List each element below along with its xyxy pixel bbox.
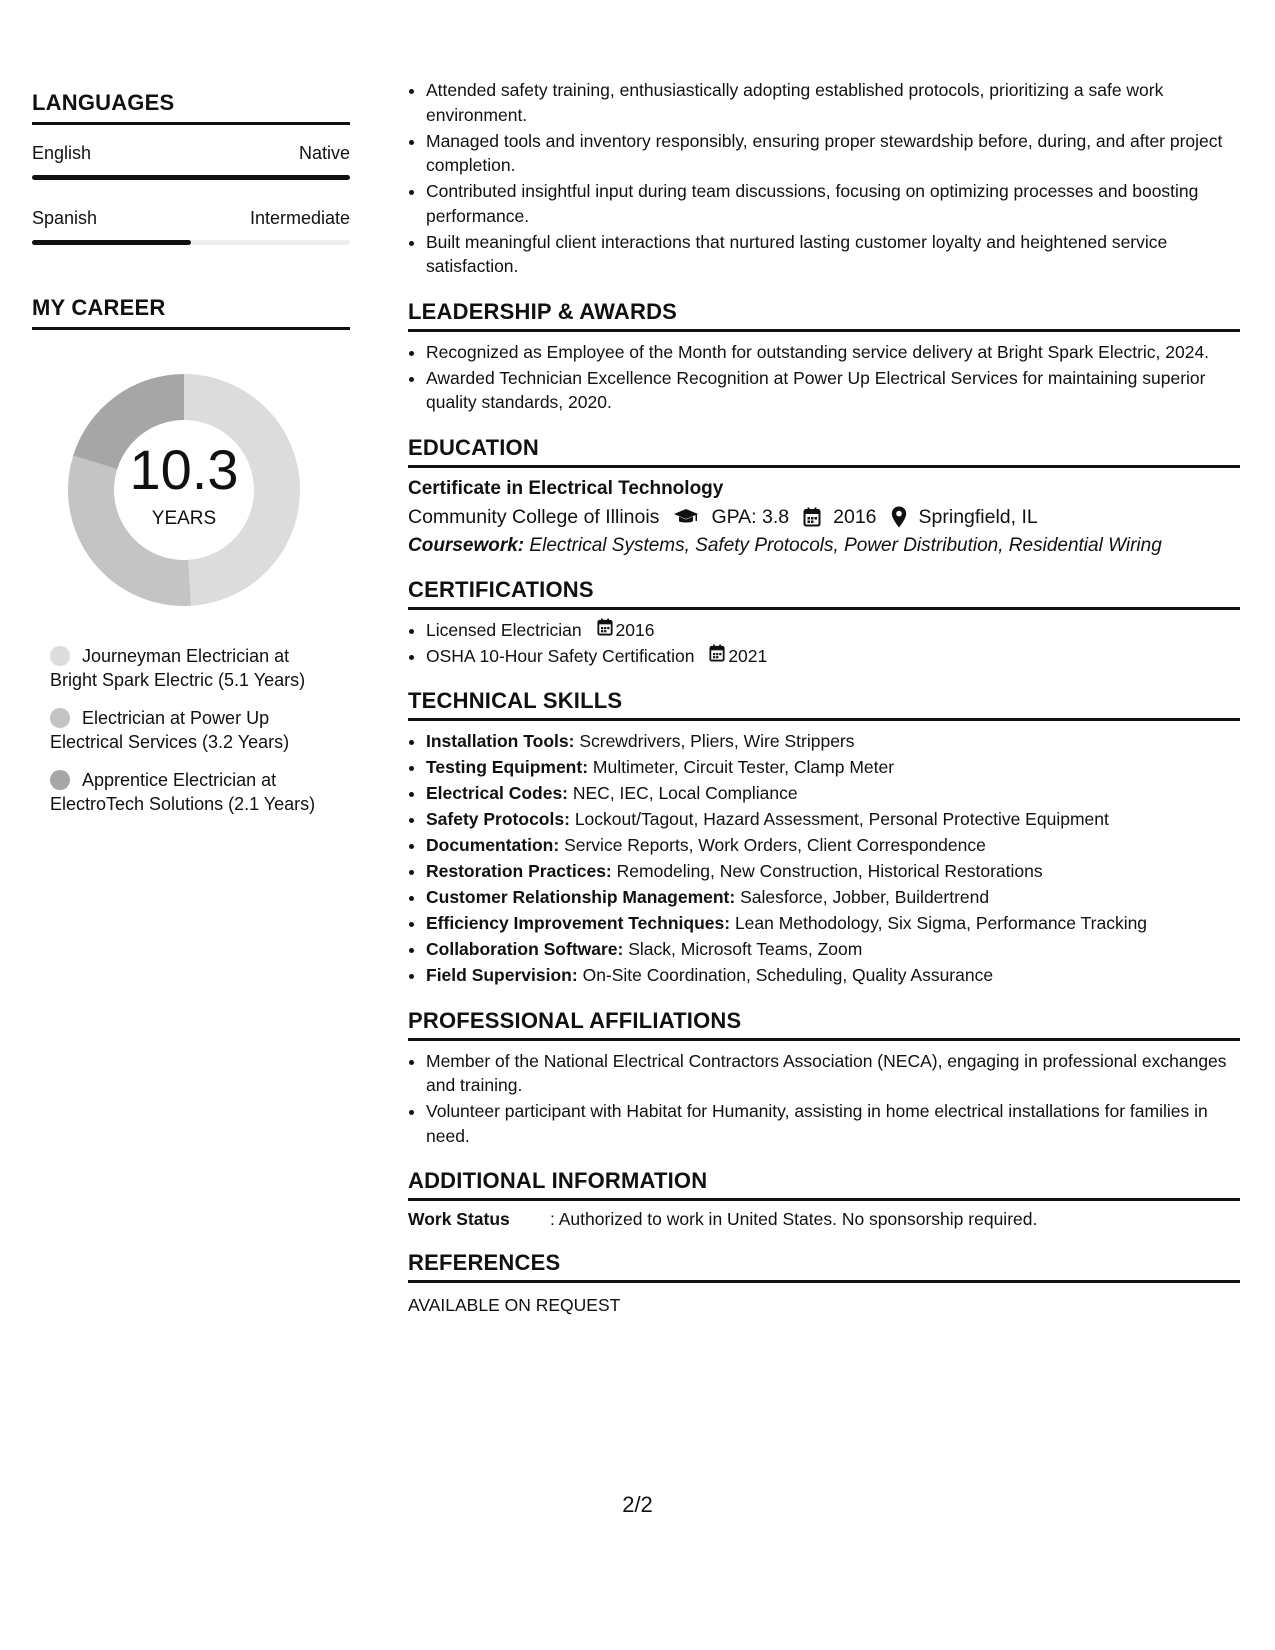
language-name: Spanish — [32, 208, 98, 228]
certification-item — [426, 644, 1240, 669]
skill-item — [426, 755, 1240, 780]
skill-values: On-Site Coordination, Scheduling, Quality Assurance — [582, 965, 994, 985]
award-item: • Awarded Technician Excellence Recognition at Power Up Electrical Services for maintaining superior quality standards, 2020. — [426, 366, 1240, 415]
languages-section — [32, 90, 350, 245]
skill-category: Installation Tools: — [426, 731, 575, 751]
skill-category: Documentation: — [426, 835, 560, 855]
certifications-heading: CERTIFICATIONS — [408, 577, 1240, 610]
legend-label: Journeyman Electrician at Bright Spark Electric (5.1 Years) — [50, 646, 306, 690]
career-heading: MY CAREER — [32, 295, 350, 330]
language-bar — [32, 175, 350, 180]
map-pin-icon — [891, 506, 907, 528]
language-level: Intermediate — [249, 208, 350, 228]
education-section — [408, 435, 1240, 557]
experience-bullet: • Attended safety training, enthusiastically adopting established protocols, prioritizing a safe work environment. — [426, 78, 1240, 127]
calendar-icon — [803, 507, 821, 527]
language-bar — [32, 240, 350, 245]
references-section — [408, 1250, 1240, 1316]
skill-category: Customer Relationship Management: — [426, 887, 736, 907]
career-section — [32, 295, 350, 816]
experience-bullet: • Managed tools and inventory responsibly, ensuring proper stewardship before, during, and after project completion. — [426, 129, 1240, 178]
skill-values: Service Reports, Work Orders, Client Correspondence — [564, 835, 986, 855]
certification-year: 2016 — [615, 619, 655, 640]
skill-item — [426, 729, 1240, 754]
skill-values: Lockout/Tagout, Hazard Assessment, Personal Protective Equipment — [574, 809, 1109, 829]
work-status-row — [408, 1209, 1240, 1230]
experience-bullet: • Built meaningful client interactions that nurtured lasting customer loyalty and heightened service satisfaction. — [426, 230, 1240, 279]
work-status-label: Work Status — [408, 1209, 510, 1229]
language-bar-fill — [32, 175, 350, 180]
skill-category: Collaboration Software: — [426, 939, 624, 959]
certification-name: OSHA 10-Hour Safety Certification — [426, 645, 695, 666]
legend-item — [50, 768, 320, 816]
affiliations-section — [408, 1008, 1240, 1149]
language-item — [32, 208, 350, 245]
education-gpa: GPA: 3.8 — [711, 505, 790, 528]
work-status-value: : Authorized to work in United States. No sponsorship required. — [550, 1209, 1038, 1229]
legend-label: Apprentice Electrician at ElectroTech Solutions (2.1 Years) — [50, 770, 316, 814]
coursework-list: Electrical Systems, Safety Protocols, Power Distribution, Residential Wiring — [529, 534, 1162, 556]
skill-category: Field Supervision: — [426, 965, 578, 985]
language-bar-fill — [32, 240, 191, 245]
education-details — [408, 506, 1240, 529]
career-total-unit: YEARS — [151, 508, 217, 529]
skill-category: Electrical Codes: — [426, 783, 568, 803]
right-column — [408, 78, 1240, 1316]
graduation-cap-icon — [673, 508, 699, 526]
skill-item — [426, 963, 1240, 988]
career-donut-chart — [54, 360, 314, 620]
experience-bullets — [408, 78, 1240, 279]
coursework-label: Coursework: — [408, 534, 525, 556]
skill-category: Efficiency Improvement Techniques: — [426, 913, 731, 933]
education-school: Community College of Illinois — [408, 505, 660, 528]
language-name: English — [32, 143, 92, 163]
award-item: • Recognized as Employee of the Month for outstanding service delivery at Bright Spark Electric, 2024. — [426, 340, 1240, 365]
skill-item — [426, 911, 1240, 936]
page-number: 2/2 — [622, 1492, 653, 1517]
certifications-section — [408, 577, 1240, 669]
leadership-heading: LEADERSHIP & AWARDS — [408, 299, 1240, 332]
skill-item — [426, 807, 1240, 832]
legend-dot-icon — [50, 770, 70, 790]
skill-item — [426, 833, 1240, 858]
skill-values: Multimeter, Circuit Tester, Clamp Meter — [592, 757, 895, 777]
certification-name: Licensed Electrician — [426, 619, 582, 640]
career-total-years: 10.3 — [129, 438, 239, 501]
calendar-icon — [709, 644, 725, 669]
skills-heading: TECHNICAL SKILLS — [408, 688, 1240, 721]
legend-dot-icon — [50, 646, 70, 666]
skill-values: Screwdrivers, Pliers, Wire Strippers — [579, 731, 855, 751]
skill-item — [426, 859, 1240, 884]
skill-category: Testing Equipment: — [426, 757, 589, 777]
language-level: Native — [298, 143, 350, 163]
skill-values: NEC, IEC, Local Compliance — [572, 783, 798, 803]
affiliations-heading: PROFESSIONAL AFFILIATIONS — [408, 1008, 1240, 1041]
legend-item — [50, 644, 320, 692]
references-text: AVAILABLE ON REQUEST — [408, 1295, 621, 1315]
left-column — [32, 90, 350, 830]
skill-values: Remodeling, New Construction, Historical Restorations — [616, 861, 1043, 881]
additional-info-section — [408, 1168, 1240, 1230]
skill-item — [426, 885, 1240, 910]
skill-values: Lean Methodology, Six Sigma, Performance Tracking — [734, 913, 1148, 933]
languages-heading: LANGUAGES — [32, 90, 350, 125]
skills-section — [408, 688, 1240, 988]
experience-bullet: • Contributed insightful input during team discussions, focusing on optimizing processes and boosting performance. — [426, 179, 1240, 228]
references-heading: REFERENCES — [408, 1250, 1240, 1283]
legend-label: Electrician at Power Up Electrical Services (3.2 Years) — [50, 708, 290, 752]
education-degree: Certificate in Electrical Technology — [408, 477, 724, 499]
legend-dot-icon — [50, 708, 70, 728]
education-year: 2016 — [833, 505, 877, 528]
education-coursework — [408, 535, 1240, 557]
education-location: Springfield, IL — [918, 505, 1038, 528]
skill-values: Slack, Microsoft Teams, Zoom — [628, 939, 863, 959]
language-item — [32, 143, 350, 180]
leadership-section — [408, 299, 1240, 415]
skill-category: Safety Protocols: — [426, 809, 570, 829]
career-legend — [50, 644, 320, 816]
skill-values: Salesforce, Jobber, Buildertrend — [740, 887, 990, 907]
calendar-icon — [597, 618, 613, 643]
affiliation-item: • Member of the National Electrical Contractors Association (NECA), engaging in professional exchanges and training. — [426, 1049, 1240, 1098]
certification-item — [426, 618, 1240, 643]
skill-item — [426, 937, 1240, 962]
affiliation-item: • Volunteer participant with Habitat for Humanity, assisting in home electrical installations for families in need. — [426, 1099, 1240, 1148]
skill-item — [426, 781, 1240, 806]
legend-item — [50, 706, 320, 754]
certification-year: 2021 — [728, 645, 768, 666]
additional-info-heading: ADDITIONAL INFORMATION — [408, 1168, 1240, 1201]
skill-category: Restoration Practices: — [426, 861, 612, 881]
education-heading: EDUCATION — [408, 435, 1240, 468]
